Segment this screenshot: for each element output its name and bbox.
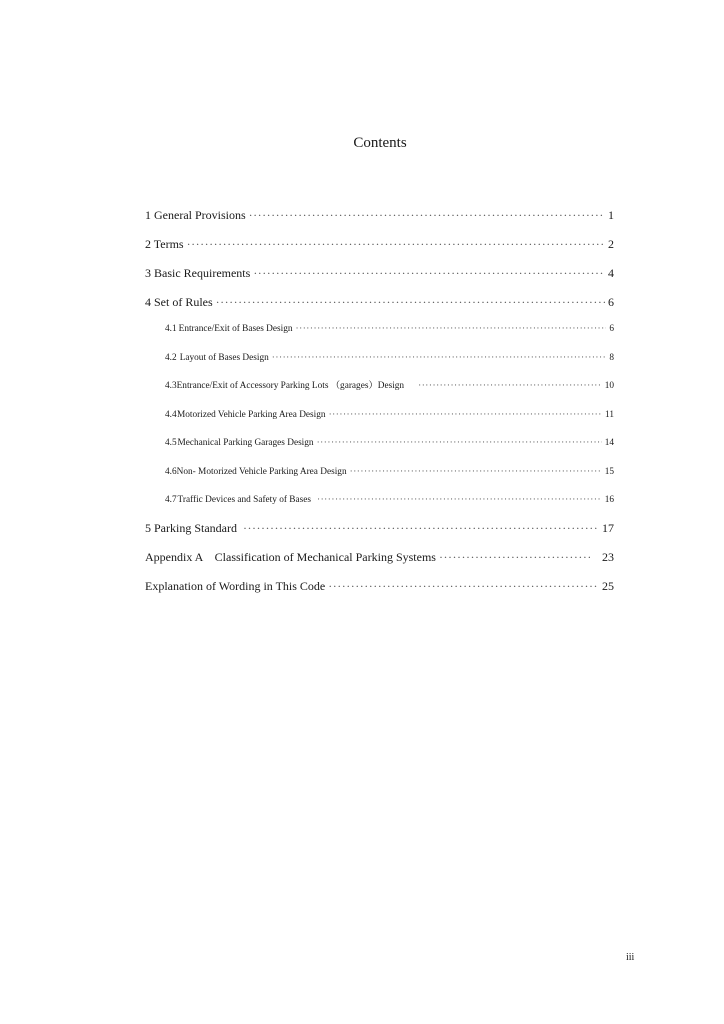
toc-entry-label: Entrance/Exit of Accessory Parking Lots （garages）Design — [176, 381, 405, 391]
dot-leader — [249, 205, 605, 225]
toc-entry-label: Mechanical Parking Garages Design — [177, 438, 314, 448]
toc-entry-label: Appendix A Classification of Mechanical Parking Systems — [145, 550, 436, 564]
toc-entry-label: 4 Set of Rules — [145, 295, 213, 309]
dot-leader — [272, 348, 607, 368]
dot-leader — [329, 405, 602, 425]
page-number: iii — [626, 952, 635, 963]
dot-leader — [253, 263, 605, 283]
toc-entry[interactable] — [145, 292, 614, 312]
page-title: Contents — [353, 135, 407, 151]
toc-entry[interactable] — [145, 234, 614, 254]
dot-leader — [328, 576, 599, 596]
toc-entry-page: 14 — [604, 438, 614, 448]
toc-entry-label: 5 Parking Standard — [145, 521, 237, 535]
toc-subentry[interactable] — [145, 348, 614, 368]
dot-leader — [317, 433, 602, 453]
toc-subentry-number: 4.5 — [165, 438, 177, 448]
toc-entry-page: 11 — [605, 410, 614, 420]
toc-entry-page: 16 — [604, 495, 614, 505]
toc-subentry[interactable] — [145, 376, 614, 396]
toc-entry-page: 2 — [608, 237, 614, 251]
toc-entry-page: 1 — [608, 208, 614, 222]
toc-entry[interactable] — [145, 547, 614, 567]
toc-entry-label: 3 Basic Requirements — [145, 266, 251, 280]
toc-entry-page: 17 — [602, 521, 614, 535]
toc-entry-page: 23 — [602, 550, 614, 564]
toc-entry[interactable] — [145, 518, 614, 538]
toc-entry-page: 8 — [609, 353, 614, 363]
toc-subentry[interactable] — [145, 405, 614, 425]
toc-entry-label: Motorized Vehicle Parking Area Design — [177, 410, 326, 420]
toc-entry[interactable] — [145, 205, 614, 225]
toc-subentry-number: 4.7 — [165, 495, 177, 505]
dot-leader — [439, 547, 590, 567]
dot-leader — [317, 490, 602, 510]
toc-subentry-number: 4.3 — [165, 381, 177, 391]
toc-subentry[interactable] — [145, 490, 614, 510]
toc-entry[interactable] — [145, 576, 614, 596]
toc-entry-label: Explanation of Wording in This Code — [145, 579, 326, 593]
dot-leader — [350, 462, 602, 482]
dot-leader — [243, 518, 599, 538]
toc-entry-page: 15 — [604, 467, 614, 477]
toc-entry[interactable] — [145, 263, 614, 283]
dot-leader — [216, 292, 605, 312]
toc-entry-label: 1 General Provisions — [145, 208, 246, 222]
toc-subentry-number: 4.1 — [165, 324, 177, 334]
toc-subentry[interactable] — [145, 462, 614, 482]
toc-subentry-number: 4.2 — [165, 353, 177, 363]
dot-leader — [187, 234, 605, 254]
toc-entry-page: 10 — [604, 381, 614, 391]
toc-entry-page: 6 — [609, 324, 614, 334]
toc-subentry-number: 4.4 — [165, 410, 177, 420]
toc-entry-label: Layout of Bases Design — [179, 353, 269, 363]
toc-entry-label: Traffic Devices and Safety of Bases — [177, 495, 311, 505]
toc-entry-page: 25 — [602, 579, 614, 593]
toc-entry-label: 2 Terms — [145, 237, 184, 251]
dot-leader — [296, 319, 607, 339]
toc-entry-label: Entrance/Exit of Bases Design — [178, 324, 293, 334]
toc-entry-label: Non- Motorized Vehicle Parking Area Design — [176, 467, 347, 477]
dot-leader — [418, 376, 602, 396]
toc-subentry[interactable] — [145, 319, 614, 339]
toc-entry-page: 4 — [608, 266, 614, 280]
toc-subentry-number: 4.6 — [165, 467, 177, 477]
toc-subentry[interactable] — [145, 433, 614, 453]
toc-entry-page: 6 — [608, 295, 614, 309]
